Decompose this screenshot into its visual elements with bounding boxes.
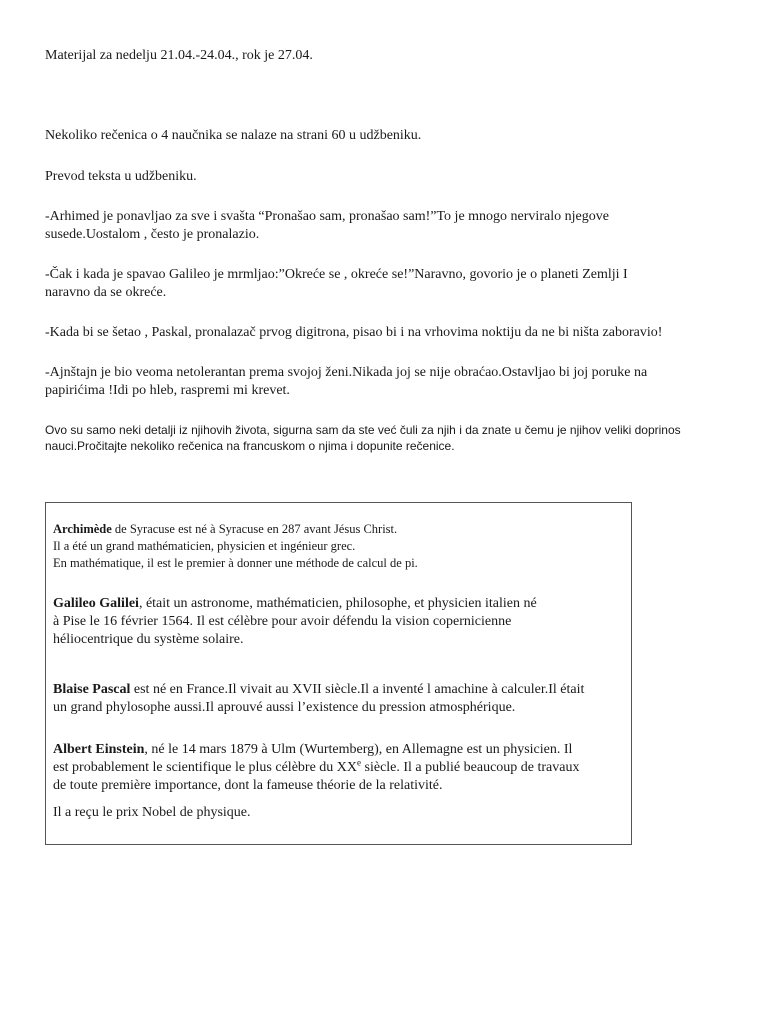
name-galileo: Galileo Galilei — [53, 596, 139, 611]
text-line: est né en France.Il vivait au XVII siècle.Il a inventé l amachine à calculer.Il était — [130, 682, 585, 697]
anecdote-line: -Ajnštajn je bio veoma netolerantan prema svojoj ženi.Nikada joj se nije obraćao.Ostavljao bi joj poruke na — [45, 365, 648, 380]
anecdote-einstein — [45, 364, 647, 400]
text-line: de Syracuse est né à Syracuse en 287 avant Jésus Christ. — [111, 522, 398, 536]
text-line: siècle. Il a publié beaucoup de travaux — [361, 760, 580, 775]
anecdote-line: naravno da se okreće. — [45, 285, 167, 300]
text-line: , né le 14 mars 1879 à Ulm (Wurtemberg), en Allemagne est un physicien. Il — [144, 742, 573, 757]
instructions-line: nauci.Pročitajte nekoliko rečenica na francuskom o njima i dopunite rečenice. — [45, 439, 455, 453]
anecdote-pascal — [45, 324, 662, 342]
anecdote-line: papirićima !Idi po hleb, raspremi mi krevet. — [45, 383, 290, 398]
text-line: de toute première importance, dont la fameuse théorie de la relativité. — [53, 778, 443, 793]
paragraph-einstein — [53, 741, 579, 795]
anecdote-line: susede.Uostalom , često je pronalazio. — [45, 227, 260, 242]
instructions — [45, 422, 681, 454]
anecdote-line: -Kada bi se šetao , Paskal, pronalazač prvog digitrona, pisao bi i na vrhovima noktiju da ne bi ništa zaboravio! — [45, 325, 663, 340]
paragraph-pascal — [53, 681, 584, 717]
anecdote-line: -Čak i kada je spavao Galileo je mrmljao:”Okreće se , okreće se!”Naravno, govorio je o planeti Zemlji I — [45, 267, 628, 282]
instructions-line: Ovo su samo neki detalji iz njihovih života, sigurna sam da ste već čuli za njih i da znate u čemu je njihov veliki doprinos — [45, 423, 681, 437]
text-line: Il a été un grand mathématicien, physicien et ingénieur grec. — [53, 539, 356, 553]
name-einstein: Albert Einstein — [53, 742, 145, 757]
paragraph-archimedes — [53, 521, 418, 572]
intro-line: Nekoliko rečenica o 4 naučnika se nalaze na strani 60 u udžbeniku. — [45, 128, 422, 143]
paragraph-galileo — [53, 595, 537, 649]
anecdote-galileo — [45, 266, 628, 302]
page-header: Materijal za nedelju 21.04.-24.04., rok je 27.04. — [45, 48, 313, 63]
text-line: En mathématique, il est le premier à donner une méthode de calcul de pi. — [53, 556, 418, 570]
text-line: , était un astronome, mathématicien, philosophe, et physicien italien né — [138, 596, 537, 611]
anecdote-line: -Arhimed je ponavljao za sve i svašta “Pronašao sam, pronašao sam!”To je mnogo nerviralo njegove — [45, 209, 609, 224]
text-line: un grand phylosophe aussi.Il aprouvé aussi l’existence du pression atmosphérique. — [53, 700, 516, 715]
name-archimedes: Archimède — [53, 522, 112, 536]
text-line: héliocentrique du système solaire. — [53, 632, 244, 647]
french-text-box — [45, 502, 632, 845]
name-pascal: Blaise Pascal — [53, 682, 131, 697]
text-line: à Pise le 16 février 1564. Il est célèbre pour avoir défendu la vision copernicienne — [53, 614, 512, 629]
anecdote-archimedes — [45, 208, 609, 244]
text-line: est probablement le scientifique le plus célèbre du XX — [53, 760, 358, 775]
superscript: e — [357, 757, 362, 768]
intro-line: Prevod teksta u udžbeniku. — [45, 169, 197, 184]
nobel-line: Il a reçu le prix Nobel de physique. — [53, 805, 251, 820]
